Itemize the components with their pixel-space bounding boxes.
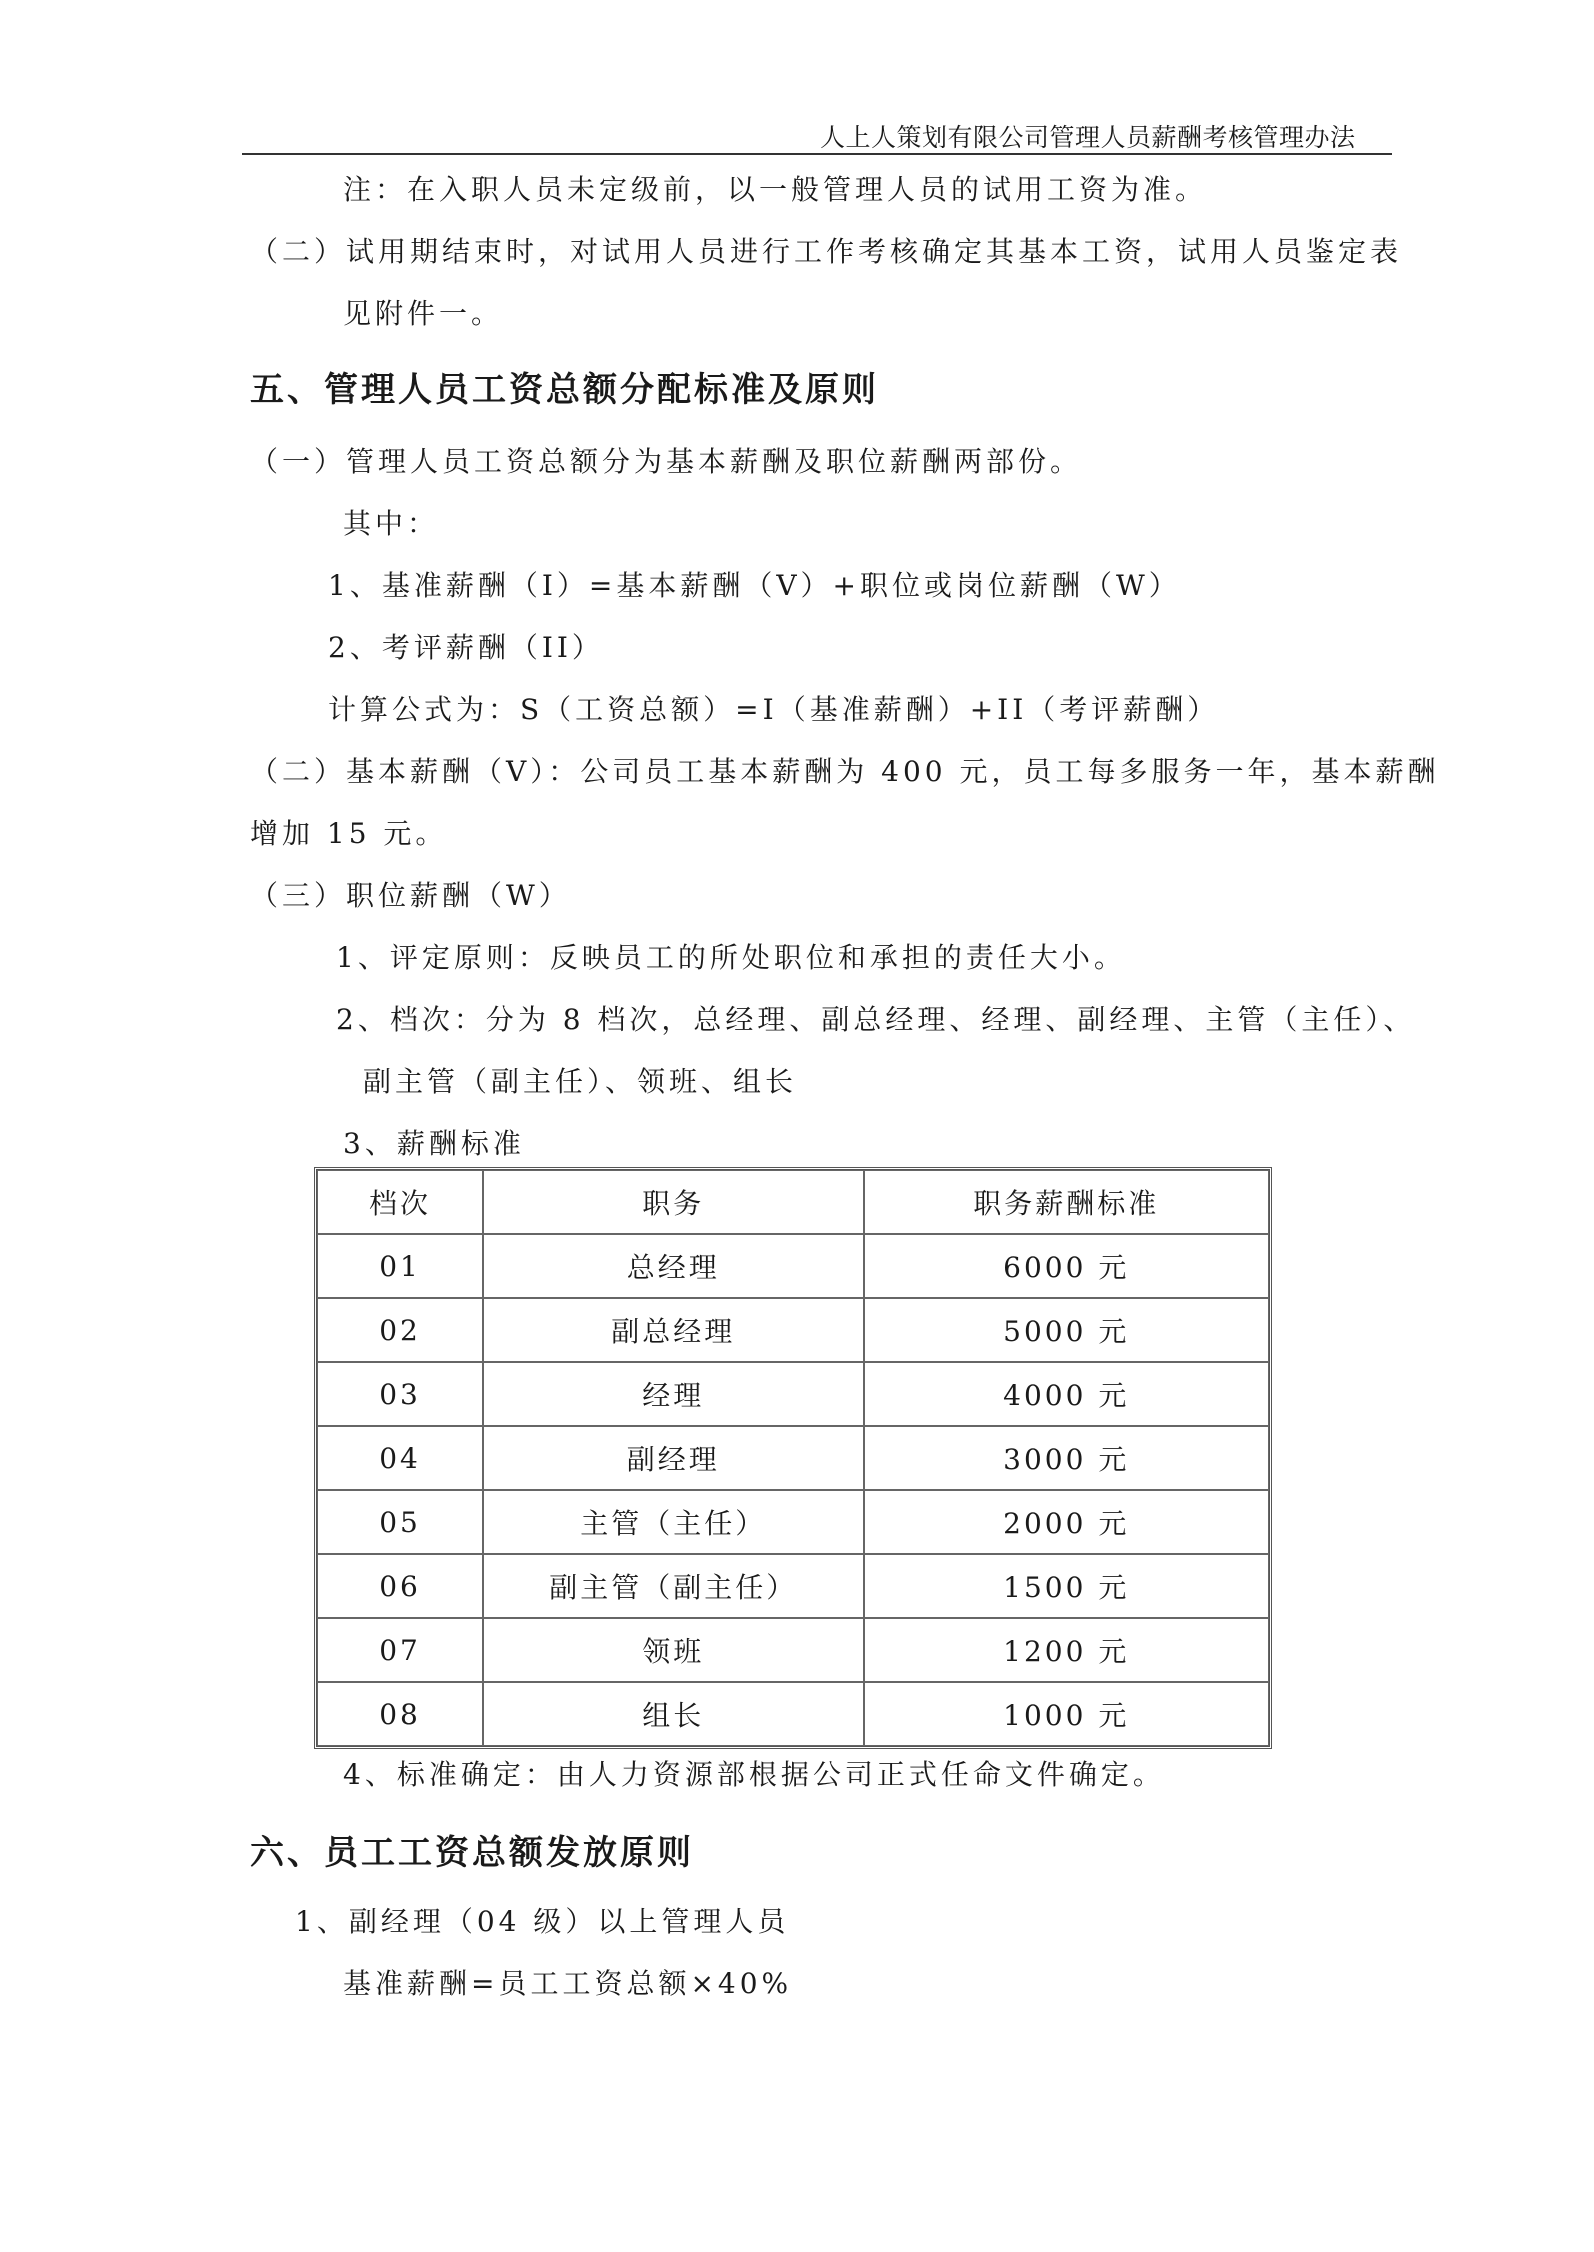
trial-paragraph-line2: 见附件一。 xyxy=(343,297,504,330)
table-row xyxy=(317,1554,1269,1618)
column-header-level: 档次 xyxy=(317,1170,483,1234)
cell-level: 04 xyxy=(317,1426,483,1490)
header-divider xyxy=(242,153,1392,155)
section-heading-6: 六、员工工资总额发放原则 xyxy=(250,1833,694,1873)
grade-levels-item-line2: 副主管（副主任）、领班、组长 xyxy=(363,1065,798,1098)
page-header-title: 人上人策划有限公司管理人员薪酬考核管理办法 xyxy=(820,123,1356,152)
evaluation-principle-item: 1、评定原则：反映员工的所处职位和承担的责任大小。 xyxy=(336,941,1126,974)
table-row xyxy=(317,1234,1269,1298)
cell-level: 07 xyxy=(317,1618,483,1682)
cell-standard: 4000 元 xyxy=(864,1362,1269,1426)
salary-standard-table xyxy=(314,1167,1272,1749)
cell-level: 01 xyxy=(317,1234,483,1298)
cell-level: 03 xyxy=(317,1362,483,1426)
among-label: 其中： xyxy=(343,507,440,540)
standard-determination-item: 4、标准确定：由人力资源部根据公司正式任命文件确定。 xyxy=(343,1758,1165,1791)
cell-position: 总经理 xyxy=(483,1234,863,1298)
cell-standard: 6000 元 xyxy=(864,1234,1269,1298)
grade-levels-item-line1: 2、档次：分为 8 档次，总经理、副总经理、经理、副经理、主管（主任）、 xyxy=(336,1003,1416,1036)
base-pay-ratio-formula: 基准薪酬=员工工资总额×40% xyxy=(343,1967,793,2000)
basic-pay-paragraph-line1: （二）基本薪酬（V）：公司员工基本薪酬为 400 元，员工每多服务一年，基本薪酬 xyxy=(250,755,1440,788)
table-row xyxy=(317,1426,1269,1490)
cell-standard: 3000 元 xyxy=(864,1426,1269,1490)
table-row xyxy=(317,1298,1269,1362)
cell-level: 05 xyxy=(317,1490,483,1554)
salary-standard-label: 3、薪酬标准 xyxy=(343,1127,525,1160)
basic-pay-paragraph-line2: 增加 15 元。 xyxy=(250,817,448,850)
column-header-position: 职务 xyxy=(483,1170,863,1234)
cell-position: 副总经理 xyxy=(483,1298,863,1362)
column-header-standard: 职务薪酬标准 xyxy=(864,1170,1269,1234)
cell-standard: 1500 元 xyxy=(864,1554,1269,1618)
cell-position: 组长 xyxy=(483,1682,863,1746)
cell-position: 经理 xyxy=(483,1362,863,1426)
evaluation-salary-item: 2、考评薪酬（II） xyxy=(328,631,604,664)
note-paragraph: 注：在入职人员未定级前，以一般管理人员的试用工资为准。 xyxy=(343,173,1208,206)
salary-composition-paragraph: （一）管理人员工资总额分为基本薪酬及职位薪酬两部份。 xyxy=(250,445,1083,478)
cell-standard: 2000 元 xyxy=(864,1490,1269,1554)
cell-position: 副主管（副主任） xyxy=(483,1554,863,1618)
cell-level: 08 xyxy=(317,1682,483,1746)
trial-paragraph-line1: （二）试用期结束时，对试用人员进行工作考核确定其基本工资，试用人员鉴定表 xyxy=(250,235,1403,268)
section-heading-5: 五、管理人员工资总额分配标准及原则 xyxy=(250,370,879,410)
position-pay-subheading: （三）职位薪酬（W） xyxy=(250,879,571,912)
base-salary-formula: 1、基准薪酬（I）=基本薪酬（V）+职位或岗位薪酬（W） xyxy=(328,569,1181,602)
cell-standard: 5000 元 xyxy=(864,1298,1269,1362)
deputy-manager-item: 1、副经理（04 级）以上管理人员 xyxy=(295,1905,790,1938)
table-row xyxy=(317,1618,1269,1682)
cell-level: 02 xyxy=(317,1298,483,1362)
cell-standard: 1000 元 xyxy=(864,1682,1269,1746)
cell-position: 副经理 xyxy=(483,1426,863,1490)
cell-level: 06 xyxy=(317,1554,483,1618)
cell-position: 领班 xyxy=(483,1618,863,1682)
table-row xyxy=(317,1682,1269,1746)
table-row xyxy=(317,1490,1269,1554)
cell-position: 主管（主任） xyxy=(483,1490,863,1554)
table-row xyxy=(317,1362,1269,1426)
cell-standard: 1200 元 xyxy=(864,1618,1269,1682)
table-header-row xyxy=(317,1170,1269,1234)
total-salary-formula: 计算公式为：S（工资总额）=I（基准薪酬）+II（考评薪酬） xyxy=(328,693,1220,726)
